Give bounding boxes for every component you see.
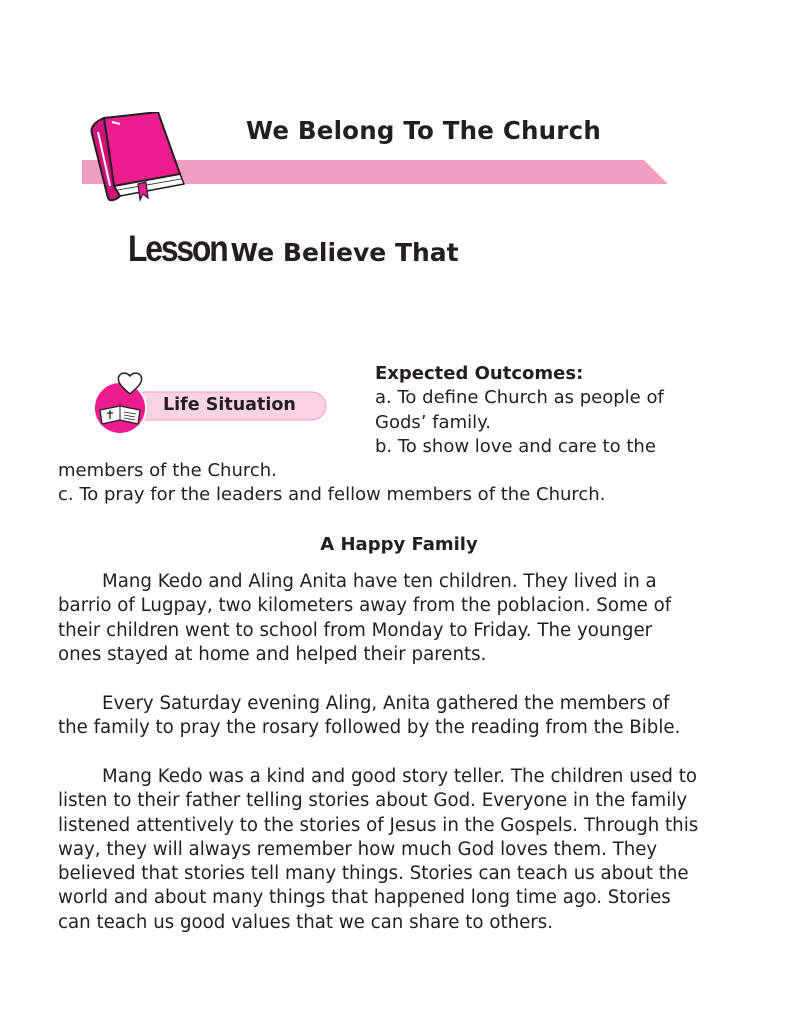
- story-title: A Happy Family: [320, 534, 478, 555]
- paragraph-line: ones stayed at home and helped their parents.: [58, 643, 487, 665]
- outcomes-title: Expected Outcomes:: [375, 363, 584, 384]
- paragraph-line: the family to pray the rosary followed by the reading from the Bible.: [58, 717, 681, 739]
- outcome-line: a. To define Church as people of: [375, 387, 664, 409]
- outcome-line: members of the Church.: [58, 460, 277, 481]
- book-icon: [84, 112, 188, 204]
- lesson-heading: [128, 228, 459, 270]
- story-paragraph: [58, 765, 698, 935]
- paragraph-line: way, they will always remember how much God loves them. They: [58, 838, 658, 860]
- outcome-line: Gods’ family.: [375, 411, 491, 433]
- paragraph-line: Mang Kedo and Aling Anita have ten children. They lived in a: [102, 571, 657, 592]
- paragraph-line: world and about many things that happened long time ago. Stories: [58, 887, 671, 909]
- paragraph-line: barrio of Lugpay, two kilometers away from the poblacion. Some of: [58, 595, 672, 617]
- paragraph-line: listen to their father telling stories about God. Everyone in the family: [58, 790, 688, 812]
- story-paragraph: [58, 692, 680, 741]
- expected-outcomes: [375, 362, 664, 459]
- unit-title: We Belong To The Church: [246, 116, 601, 145]
- paragraph-line: Mang Kedo was a kind and good story teller. The children used to: [102, 766, 697, 787]
- paragraph-line: Every Saturday evening Aling, Anita gathered the members of: [102, 693, 670, 714]
- paragraph-line: listened attentively to the stories of Jesus in the Gospels. Through this: [58, 814, 699, 836]
- life-situation-label: Life Situation: [163, 395, 296, 415]
- paragraph-line: believed that stories tell many things. Stories can teach us about the: [58, 863, 689, 885]
- paragraph-line: their children went to school from Monday to Friday. The younger: [58, 619, 653, 641]
- lesson-title: We Believe That: [230, 238, 459, 267]
- lesson-word: Lesson: [128, 228, 227, 269]
- expected-outcomes-continued: [58, 459, 605, 508]
- outcome-line: b. To show love and care to the: [375, 435, 656, 457]
- paragraph-line: can teach us good values that we can share to others.: [58, 911, 554, 933]
- outcome-line: c. To pray for the leaders and fellow members of the Church.: [58, 484, 606, 506]
- story-paragraph: [58, 570, 671, 667]
